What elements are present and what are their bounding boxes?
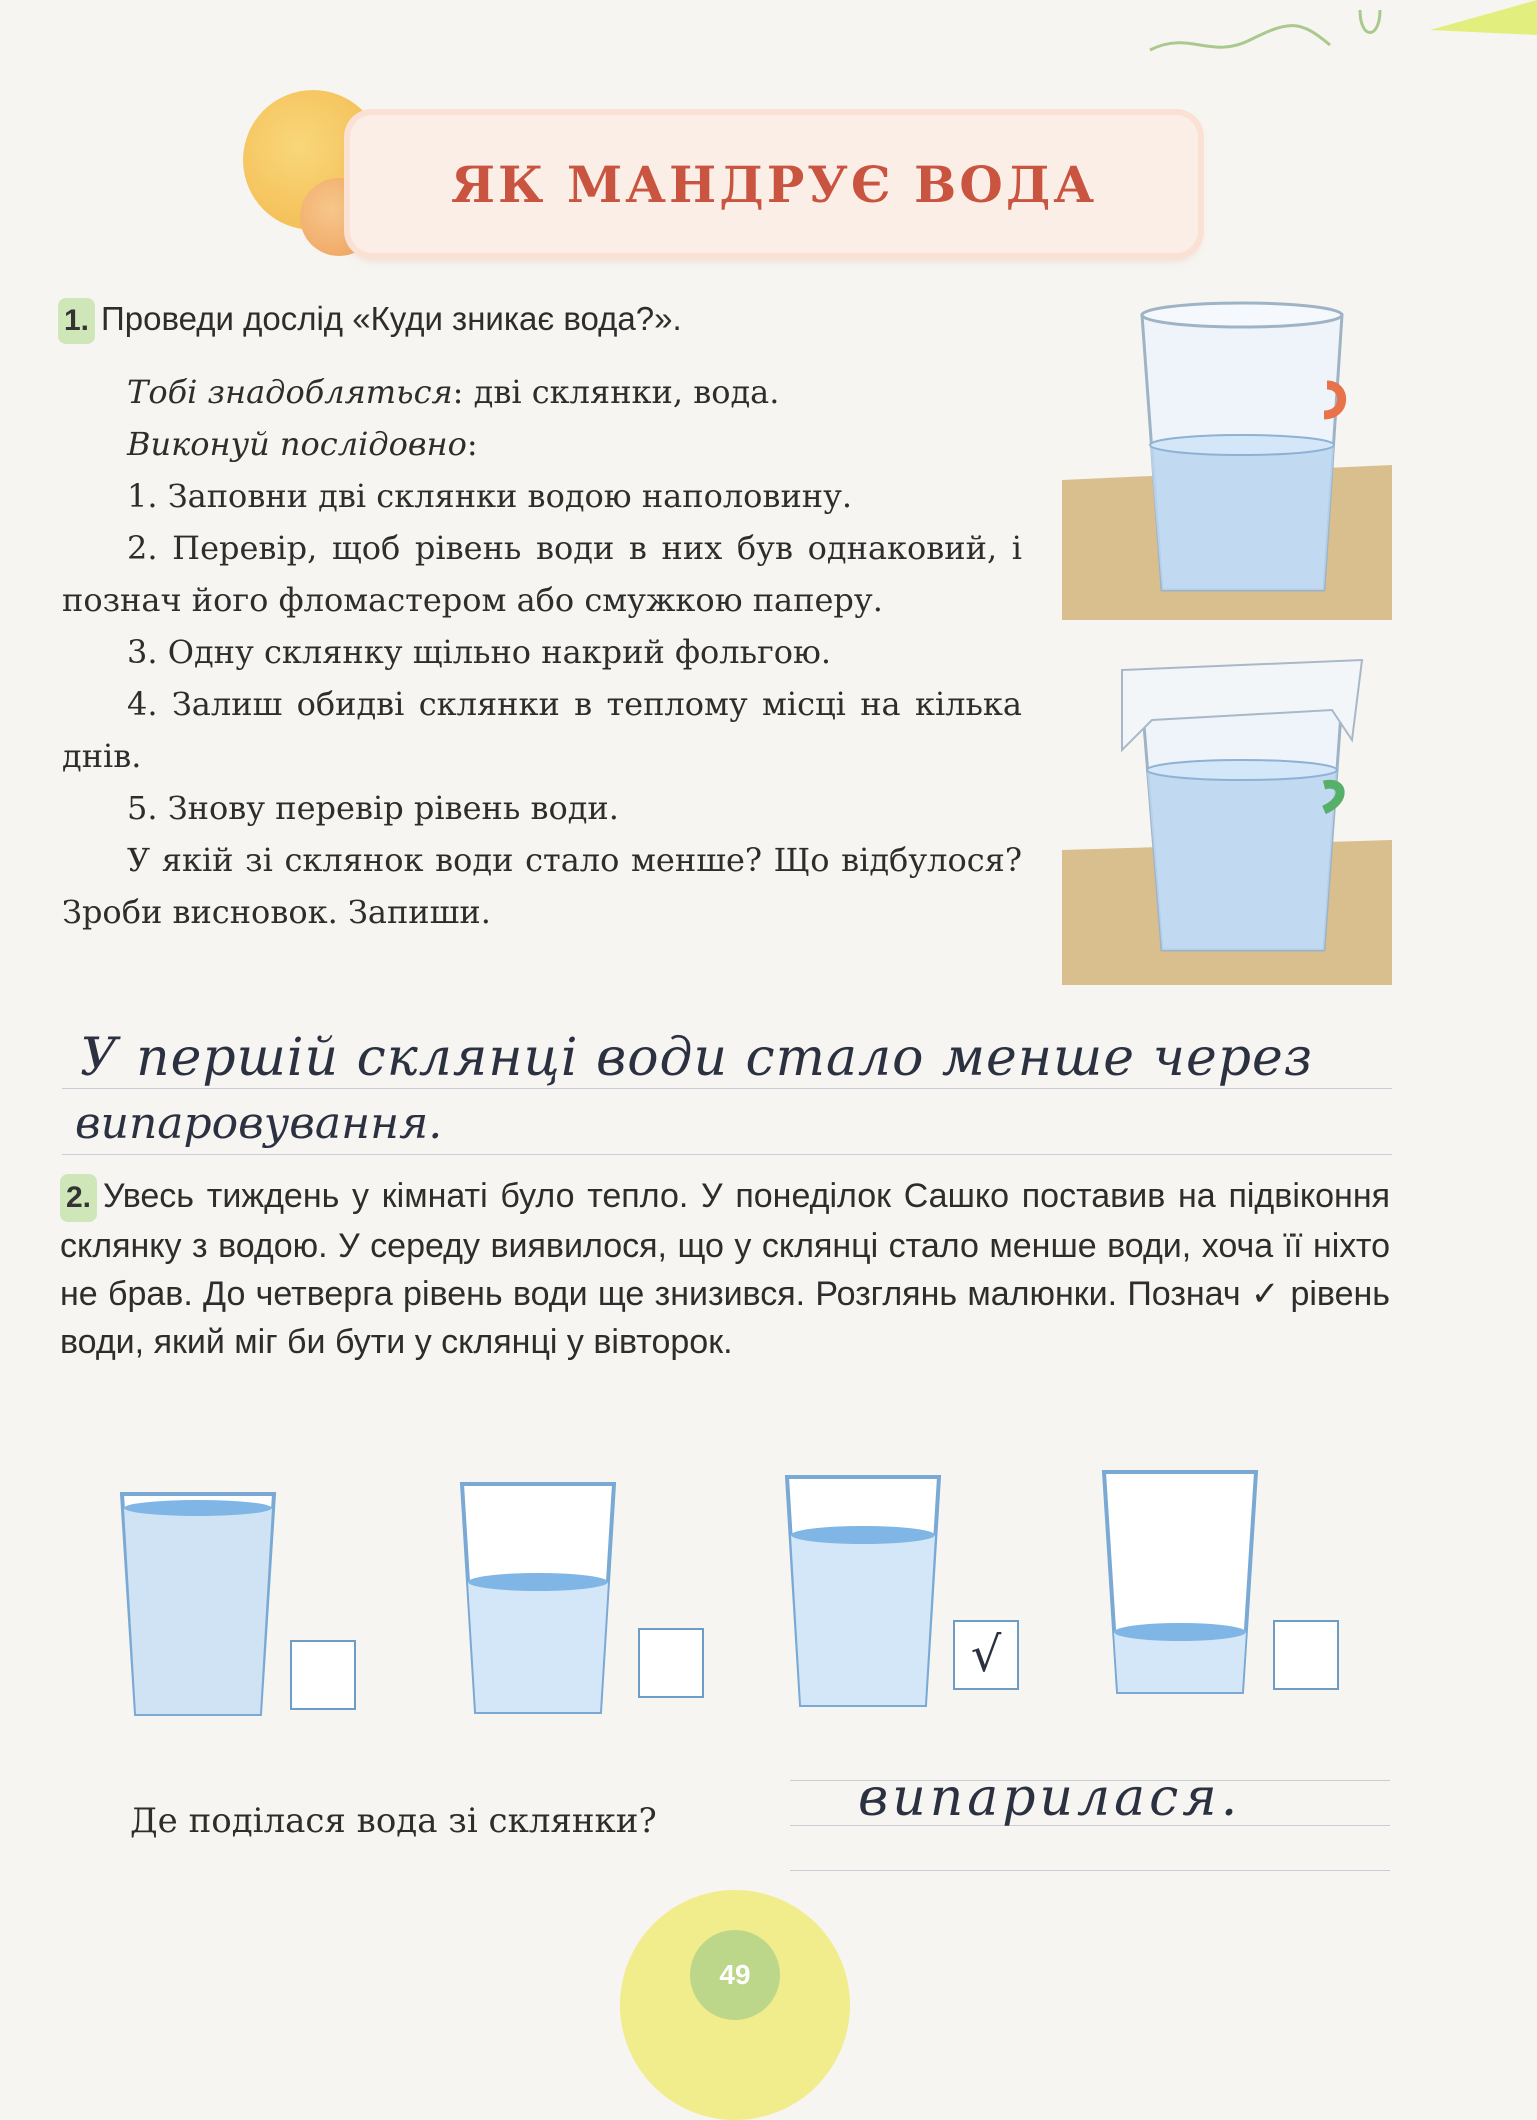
- glass-icon: [783, 1465, 943, 1715]
- open-glass-illustration: [1062, 285, 1392, 620]
- order-label: Виконуй послідовно: [127, 425, 467, 463]
- needs-label: Тобі знадобляться: [127, 373, 453, 411]
- task1-heading: [58, 296, 1058, 344]
- glass-icon: [458, 1472, 618, 1722]
- step-5: 5. Знову перевір рівень води.: [127, 789, 619, 827]
- task1-body: [62, 366, 1022, 938]
- needs-line: [62, 366, 1022, 418]
- corner-doodle: [1130, 0, 1537, 90]
- glass-option-3: [783, 1465, 943, 1719]
- check-mark: √: [970, 1627, 1002, 1683]
- task1-heading-text: Проведи дослід «Куди зникає вода?».: [101, 300, 682, 337]
- step-3: 3. Одну склянку щільно накрий фольгою.: [127, 633, 832, 671]
- checkbox-option-2[interactable]: [638, 1628, 704, 1698]
- needs-text: : дві склянки, вода.: [452, 373, 780, 411]
- task1-answer-line2[interactable]: випаровування.: [75, 1098, 443, 1149]
- task2-text: [60, 1172, 1390, 1366]
- checkbox-option-1[interactable]: [290, 1640, 356, 1710]
- final-answer-line-bottom: [790, 1830, 1390, 1871]
- task2-body: Увесь тиждень у кімнаті було тепло. У понеділок Сашко поставив на підвіконня склянку з водою. У середу виявилося, що у склянці стало менше води, хоча її ніхто не брав. До четверга рівень води ще знизився. Розглянь малюнки. Познач ✓ рівень води, який міг би бути у склянці у вівторок.: [60, 1177, 1390, 1361]
- covered-glass-illustration: [1062, 650, 1392, 985]
- glass-option-4: [1100, 1460, 1260, 1704]
- glass-option-1: [118, 1482, 278, 1726]
- task2-number: 2.: [60, 1174, 97, 1222]
- checkbox-option-3[interactable]: [953, 1620, 1019, 1690]
- task2-question: Де поділася вода зі склянки?: [130, 1801, 657, 1841]
- step-2: 2. Перевір, щоб рівень води в них був однаковий, і познач його фломастером або смужкою паперу.: [62, 529, 1022, 619]
- order-line: Виконуй послідовно:: [127, 425, 478, 463]
- glass-icon: [1100, 1460, 1260, 1700]
- task1-answer-line1[interactable]: У першій склянці води стало менше через: [80, 1028, 1314, 1088]
- glass-option-2: [458, 1472, 618, 1726]
- checkbox-option-4[interactable]: [1273, 1620, 1339, 1690]
- step-4: 4. Залиш обидві склянки в теплому місці на кілька днів.: [62, 685, 1022, 775]
- task1-question: У якій зі склянок води стало менше? Що відбулося? Зроби висновок. Запиши.: [62, 841, 1022, 931]
- page-number: 49: [690, 1930, 780, 2020]
- glass-icon: [118, 1482, 278, 1722]
- page-title: ЯК МАНДРУЄ ВОДА: [450, 154, 1098, 214]
- title-banner: [350, 115, 1198, 253]
- step-1: 1. Заповни дві склянки водою наполовину.: [127, 477, 853, 515]
- task2-answer[interactable]: випарилася.: [858, 1768, 1242, 1828]
- task1-number: 1.: [58, 298, 95, 344]
